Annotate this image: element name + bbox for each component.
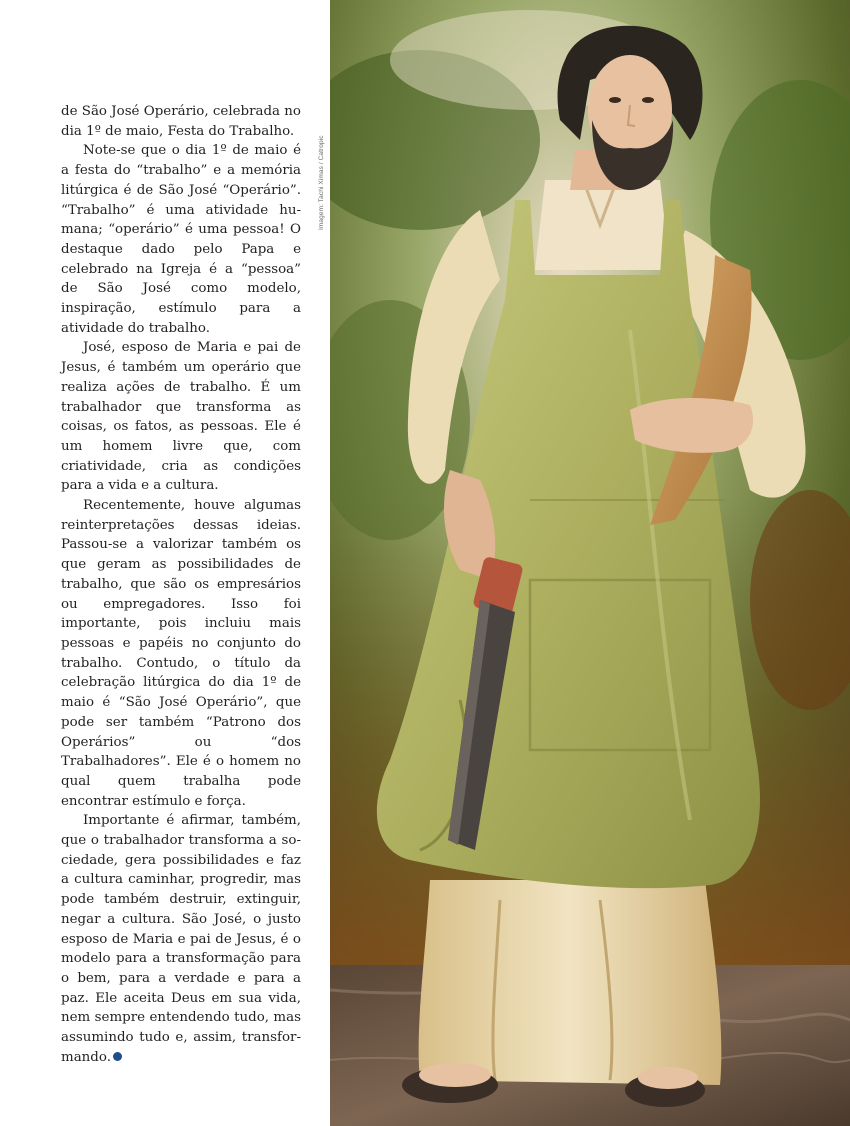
end-of-article-mark [113,1052,122,1061]
photo-credit: Imagem: Tachi Ximas / Catropic [318,135,325,230]
article-paragraph: José, esposo de Maria e pai de Jesus, é também um operário que realiza ações de trabalho. É um trabalhador que transforma as coisas, os fatos, as pessoas. Ele é um homem livre que, com criatividade, cria as condições para a vida e a cultura. [61,340,301,494]
statue-photo [330,0,850,1126]
article-paragraph-last [61,811,301,1067]
article-paragraph: de São José Operário, celebrada no dia 1º de maio, Festa do Trabalho. [61,104,301,139]
article-paragraph: Note-se que o dia 1º de maio é a festa do “trabalho” e a memória litúrgica é de São José “Operário”. “Trabalho” é uma atividade humana; “operário” é uma pessoa! O destaque dado pelo Papa e celebrado na Igreja é a “pessoa” de São José como modelo, inspiração, estímulo para a atividade do trabalho. [61,143,301,336]
article-text-column [61,102,301,1067]
article-paragraph: Importante é afirmar, também, que o trabalhador transforma a sociedade, gera possibilidades e faz a cultura caminhar, progredir, mas pode também destruir, extinguir, negar a cultura. São José, o justo esposo de Maria e pai de Jesus, é o modelo para a transformação para o bem, para a verdade e para a paz. Ele aceita Deus em sua vida, nem sempre entendendo tudo, mas assumindo tudo e, assim, transformando. [61,813,301,1065]
article-paragraph: Recentemente, houve algumas reinterpretações dessas ideias. Passou-se a valorizar também os que geram as possibilidades de trabalho, que são os empresários ou empregadores. Isso foi importante, pois incluiu mais pessoas e papéis no conjunto do trabalho. Contudo, o título da celebração litúrgica do dia 1º de maio é “São José Operário”, que pode ser também “Patrono dos Operários” ou “dos Trabalhadores”. Ele é o homem no qual quem trabalha pode encontrar estímulo e força. [61,498,301,809]
